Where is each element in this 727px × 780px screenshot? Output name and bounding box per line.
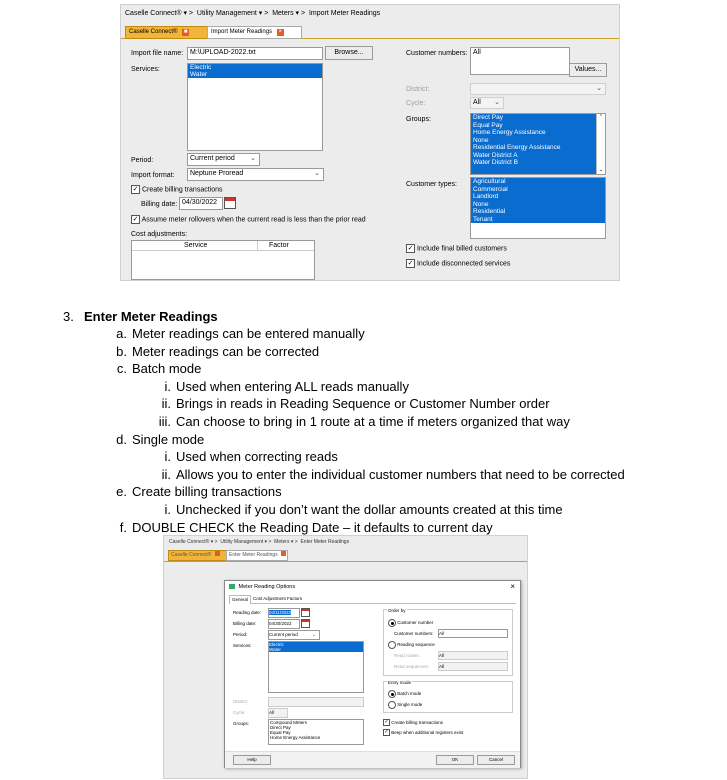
list-item[interactable]: Home Energy Assistance	[270, 735, 321, 740]
single-mode-radio[interactable]	[388, 701, 396, 709]
customer-numbers-label: Customer numbers:	[406, 50, 468, 57]
outline-item	[150, 448, 338, 465]
outline-item	[150, 466, 625, 483]
close-icon[interactable]: ×	[510, 582, 515, 591]
assume-rollover-row[interactable]	[131, 215, 366, 224]
read-sequences-label: Read sequences:	[394, 664, 430, 669]
browse-button[interactable]: Browse...	[325, 46, 373, 60]
groups-label: Groups:	[406, 116, 431, 123]
outline-item	[105, 325, 365, 342]
import-file-label: Import file name:	[131, 50, 184, 57]
tab-cost-adjustment-factors[interactable]: Cost Adjustment Factors	[253, 596, 303, 601]
tab-general[interactable]: General	[229, 595, 251, 604]
order-by-label: Order by	[388, 608, 406, 613]
calendar-icon[interactable]	[301, 619, 310, 628]
scroll-up-icon[interactable]: ⌃	[598, 114, 604, 120]
help-button[interactable]: Help	[233, 755, 271, 765]
outline-text: Meter readings can be entered manually	[132, 326, 365, 341]
outline-item	[150, 501, 563, 518]
period-select[interactable]: Current period ⌄	[268, 630, 320, 640]
customer-numbers-label: Customer numbers:	[394, 631, 434, 636]
outline-item	[150, 413, 570, 430]
entry-mode-group	[383, 681, 513, 713]
create-billing-label: Create billing transactions	[391, 720, 444, 725]
scroll-down-icon[interactable]: ⌄	[598, 167, 604, 173]
include-disconnected-checkbox[interactable]: ✓	[407, 260, 414, 267]
outline-item	[150, 395, 550, 412]
list-item[interactable]: Direct Pay	[270, 725, 291, 730]
import-meter-readings-screenshot	[120, 4, 620, 281]
cycle-label: Cycle:	[406, 100, 426, 107]
entry-mode-label: Entry mode	[388, 680, 412, 685]
billing-date-label: Billing date:	[233, 621, 257, 626]
outline-marker: a.	[116, 326, 127, 341]
list-item[interactable]: Water District B	[473, 159, 518, 166]
beep-checkbox[interactable]: ✓	[384, 729, 389, 736]
reading-date-input[interactable]: 04/11/2022	[268, 608, 300, 618]
list-item[interactable]: None	[473, 136, 489, 144]
breadcrumb	[125, 9, 615, 18]
period-select[interactable]: Current period ⌄	[187, 153, 260, 166]
billing-date-input[interactable]: 04/30/2022	[268, 619, 300, 629]
import-file-input[interactable]: M:\UPLOAD-2022.txt	[187, 47, 323, 60]
include-disconnected-row[interactable]	[406, 259, 510, 268]
period-label: Period:	[233, 632, 248, 637]
outline-text: Batch mode	[132, 361, 202, 377]
calendar-icon[interactable]	[224, 197, 236, 209]
heading-text: Enter Meter Readings	[84, 309, 218, 324]
tab-strip	[121, 25, 619, 39]
breadcrumb-caselle[interactable]: Caselle Connect® ▾ >	[169, 539, 218, 545]
list-item[interactable]: Commercial	[473, 185, 508, 193]
outline-marker: i.	[164, 449, 171, 465]
create-billing-label: Create billing transactions	[141, 186, 223, 194]
outline-text: Single mode	[132, 431, 205, 447]
breadcrumb-meters[interactable]: Meters ▾ >	[274, 539, 298, 545]
list-item[interactable]: None	[473, 200, 489, 208]
breadcrumb-utility[interactable]: Utility Management ▾ >	[196, 10, 269, 17]
create-billing-checkbox[interactable]: ✓	[132, 186, 139, 193]
batch-mode-label: Batch mode	[397, 691, 422, 697]
cancel-button[interactable]: Cancel	[477, 755, 515, 765]
outline-marker: iii.	[158, 414, 171, 429]
outline-marker: e.	[116, 484, 127, 500]
outline-text: Meter readings can be corrected	[132, 343, 320, 359]
services-list[interactable]	[187, 63, 323, 151]
breadcrumb-caselle[interactable]: Caselle Connect® ▾ >	[125, 10, 194, 17]
list-item[interactable]: Tenant	[473, 215, 493, 223]
services-label: Services:	[233, 643, 252, 648]
dialog-title: Meter Reading Options	[238, 584, 296, 590]
scrollbar[interactable]	[596, 114, 605, 174]
outline-item	[105, 483, 282, 500]
customer-number-label: Customer number	[397, 620, 434, 626]
section-heading	[63, 308, 218, 325]
tab-close-icon[interactable]	[281, 551, 286, 556]
outline-text: Used when entering ALL reads manually	[176, 378, 409, 394]
outline-text: Create billing transactions	[132, 484, 282, 500]
tab-enter-meter-readings[interactable]: Enter Meter Readings	[226, 550, 288, 561]
customer-types-label: Customer types:	[406, 181, 457, 188]
read-routes-label: Read routes:	[394, 653, 420, 658]
billing-date-label: Billing date:	[141, 201, 178, 208]
batch-mode-radio[interactable]	[388, 690, 396, 698]
breadcrumb	[169, 539, 349, 546]
district-select[interactable]	[470, 83, 606, 95]
list-item[interactable]: Home Energy Assistance	[473, 129, 546, 136]
customer-numbers-input[interactable]: All	[470, 47, 570, 75]
list-item[interactable]: Agricultural	[473, 178, 506, 185]
district-label: District:	[233, 699, 248, 704]
create-billing-checkbox[interactable]: ✓	[384, 719, 389, 726]
chevron-down-icon: ⌄	[596, 85, 602, 92]
list-item[interactable]: Water	[269, 647, 363, 652]
services-list[interactable]	[268, 641, 364, 693]
period-label: Period:	[131, 157, 154, 164]
read-routes-input[interactable]: All	[438, 651, 508, 660]
district-select[interactable]	[268, 697, 364, 707]
create-billing-row[interactable]	[131, 185, 223, 194]
tab-caselle-connect[interactable]: Caselle Connect® ■	[125, 26, 208, 39]
include-final-row[interactable]	[406, 244, 507, 253]
services-label: Services:	[131, 66, 160, 73]
reading-sequence-label: Reading sequence	[397, 642, 435, 648]
list-item[interactable]: Direct Pay	[473, 114, 503, 121]
include-final-label: Include final billed customers	[416, 245, 507, 253]
assume-rollover-label: Assume meter rollovers when the current read is less than the prior read	[141, 216, 366, 224]
outline-marker: d.	[116, 431, 127, 447]
reading-sequence-radio[interactable]	[388, 641, 396, 649]
outline-text: Allows you to enter the individual customer numbers that need to be corrected	[176, 466, 625, 482]
tab-close-icon[interactable]: ×	[278, 29, 282, 35]
breadcrumb-current: Import Meter Readings	[308, 10, 381, 17]
assume-rollover-checkbox[interactable]: ✓	[132, 216, 139, 223]
outline-marker: i.	[164, 502, 171, 517]
groups-label: Groups:	[233, 721, 250, 726]
dialog-button-bar	[225, 751, 520, 768]
reading-sequence-option[interactable]	[388, 641, 435, 649]
tab-import-meter-readings[interactable]: Import Meter Readings ×	[207, 26, 302, 39]
outline-marker: ii.	[161, 466, 171, 482]
dialog-tab-strip	[229, 595, 516, 604]
tab-caselle-connect[interactable]: Caselle Connect®	[168, 550, 228, 561]
reading-date-label: Reading date:	[233, 610, 262, 615]
heading-number: 3.	[63, 309, 74, 324]
list-item[interactable]: Water District A	[473, 151, 518, 159]
single-mode-label: Single mode	[397, 702, 423, 708]
import-format-label: Import format:	[131, 172, 175, 179]
enter-meter-readings-screenshot	[163, 535, 528, 779]
chevron-down-icon: ⌄	[494, 99, 500, 106]
list-item[interactable]: Landlord	[473, 193, 499, 200]
list-item[interactable]: Electric	[188, 64, 322, 71]
outline-text: DOUBLE CHECK the Reading Date – it defaults to current day	[132, 519, 493, 535]
breadcrumb-utility[interactable]: Utility Management ▾ >	[220, 539, 272, 545]
beep-label: Beep when additional registers exist	[391, 730, 464, 735]
meter-reading-options-dialog	[224, 580, 521, 768]
outline-item	[105, 519, 493, 536]
customer-types-list[interactable]	[470, 177, 606, 239]
list-item[interactable]: Electric	[269, 642, 363, 647]
list-item[interactable]: Equal Pay	[473, 121, 503, 129]
cycle-select[interactable]: All	[268, 708, 288, 718]
outline-text: Unchecked if you don’t want the dollar amounts created at this time	[176, 502, 563, 517]
outline-text: Brings in reads in Reading Sequence or Customer Number order	[176, 396, 550, 412]
create-billing-row[interactable]	[383, 719, 443, 726]
outline-text: Can choose to bring in 1 route at a time if meters organized that way	[176, 414, 570, 429]
outline-item	[150, 378, 409, 395]
list-item[interactable]: Water	[188, 71, 322, 78]
cycle-select[interactable]: All ⌄	[470, 97, 504, 109]
list-item[interactable]: Residential Energy Assistance	[473, 144, 561, 151]
outline-item	[105, 431, 204, 448]
outline-marker: c.	[116, 361, 127, 377]
outline-item	[105, 360, 201, 377]
column-header-factor: Factor	[269, 242, 289, 249]
customer-numbers-input[interactable]: All	[438, 629, 508, 638]
outline-marker: b.	[116, 343, 127, 359]
tab-close-icon[interactable]	[215, 551, 220, 556]
ok-button[interactable]: OK	[436, 755, 474, 765]
breadcrumb-current: Enter Meter Readings	[300, 539, 350, 545]
include-disconnected-label: Include disconnected services	[416, 260, 511, 268]
district-label: District:	[406, 86, 430, 93]
beep-row[interactable]	[383, 729, 463, 736]
import-format-select[interactable]: Neptune Proread ⌄	[187, 168, 324, 181]
dialog-title-bar	[225, 581, 520, 593]
calendar-icon[interactable]	[301, 608, 310, 617]
billing-date-input[interactable]: 04/30/2022	[179, 197, 223, 210]
outline-marker: i.	[164, 378, 171, 394]
chevron-down-icon: ⌄	[314, 170, 320, 177]
customer-number-radio[interactable]	[388, 619, 396, 627]
groups-list[interactable]	[470, 113, 606, 175]
list-item[interactable]: Equal Pay	[270, 730, 291, 735]
breadcrumb-meters[interactable]: Meters ▾ >	[272, 10, 306, 17]
column-header-service: Service	[184, 242, 208, 249]
outline-marker: ii.	[161, 396, 171, 412]
read-sequences-input[interactable]: All	[438, 662, 508, 671]
batch-mode-option[interactable]	[388, 690, 421, 698]
tab-strip	[164, 549, 527, 562]
include-final-checkbox[interactable]: ✓	[407, 245, 414, 252]
cycle-label: Cycle:	[233, 710, 246, 715]
cost-adjustments-grid[interactable]	[131, 240, 315, 280]
outline-item	[105, 343, 319, 360]
outline-marker: f.	[119, 519, 127, 535]
values-button[interactable]: Values...	[569, 63, 607, 77]
customer-number-option[interactable]	[388, 619, 433, 627]
groups-list[interactable]	[268, 719, 364, 745]
chevron-down-icon: ⌄	[250, 155, 256, 162]
tab-close-icon[interactable]: ■	[183, 29, 188, 35]
single-mode-option[interactable]	[388, 701, 422, 709]
list-item[interactable]: Compound Meters	[270, 720, 308, 725]
dialog-app-icon	[229, 584, 235, 589]
chevron-down-icon: ⌄	[311, 632, 316, 638]
cost-adjustments-label: Cost adjustments:	[131, 231, 188, 238]
list-item[interactable]: Residential	[473, 208, 506, 215]
order-by-group	[383, 609, 513, 676]
outline-text: Used when correcting reads	[176, 449, 338, 465]
